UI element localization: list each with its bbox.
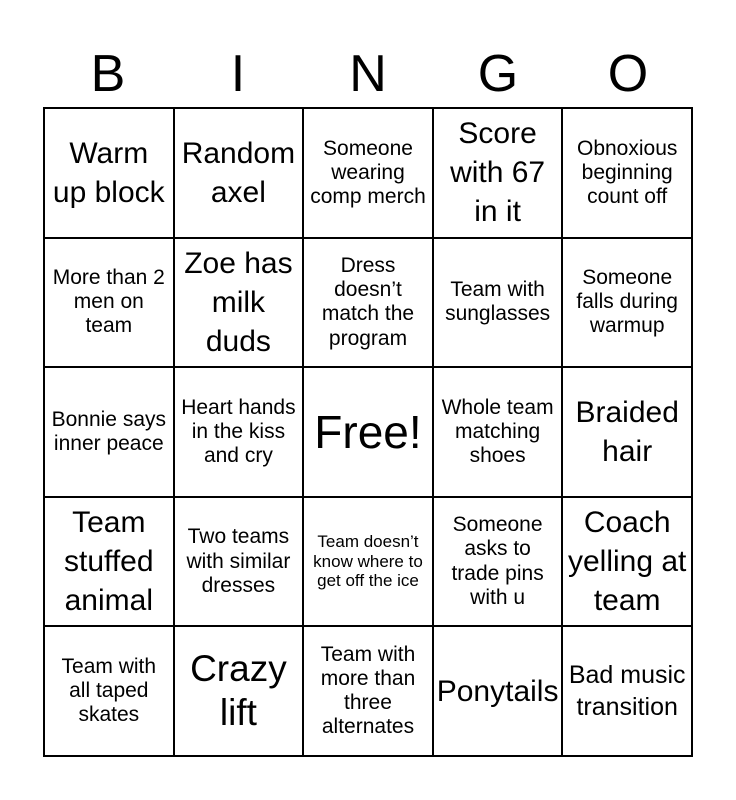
header-letter-b: B (90, 45, 126, 103)
bingo-cell[interactable]: Team with sunglasses (434, 239, 564, 369)
free-cell[interactable]: Free! (304, 368, 434, 498)
bingo-cell[interactable]: More than 2 men on team (45, 239, 175, 369)
bingo-board (43, 107, 693, 757)
bingo-cell[interactable]: Zoe has milk duds (175, 239, 305, 369)
bingo-cell[interactable]: Dress doesn’t match the program (304, 239, 434, 369)
bingo-cell[interactable]: Team stuffed animal (45, 498, 175, 628)
bingo-cell[interactable]: Bad music transition (563, 627, 693, 757)
bingo-cell[interactable]: Warm up block (45, 109, 175, 239)
bingo-cell[interactable]: Braided hair (563, 368, 693, 498)
bingo-cell[interactable]: Random axel (175, 109, 305, 239)
bingo-cell[interactable]: Whole team matching shoes (434, 368, 564, 498)
bingo-cell[interactable]: Heart hands in the kiss and cry (175, 368, 305, 498)
bingo-cell[interactable]: Bonnie says inner peace (45, 368, 175, 498)
bingo-cell[interactable]: Someone asks to trade pins with u (434, 498, 564, 628)
bingo-cell[interactable]: Team doesn’t know where to get off the ice (304, 498, 434, 628)
header-letter-n: N (349, 45, 387, 103)
bingo-cell[interactable]: Score with 67 in it (434, 109, 564, 239)
bingo-cell[interactable]: Crazy lift (175, 627, 305, 757)
bingo-cell[interactable]: Ponytails (434, 627, 564, 757)
bingo-cell[interactable]: Obnoxious beginning count off (563, 109, 693, 239)
header-letter-o: O (607, 45, 649, 103)
bingo-header (43, 40, 693, 108)
bingo-cell[interactable]: Someone falls during warmup (563, 239, 693, 369)
bingo-cell[interactable]: Two teams with similar dresses (175, 498, 305, 628)
bingo-cell[interactable]: Someone wearing comp merch (304, 109, 434, 239)
bingo-cell[interactable]: Team with all taped skates (45, 627, 175, 757)
bingo-cell[interactable]: Coach yelling at team (563, 498, 693, 628)
header-letter-i: I (230, 45, 246, 103)
header-letter-g: G (477, 45, 519, 103)
bingo-cell[interactable]: Team with more than three alternates (304, 627, 434, 757)
